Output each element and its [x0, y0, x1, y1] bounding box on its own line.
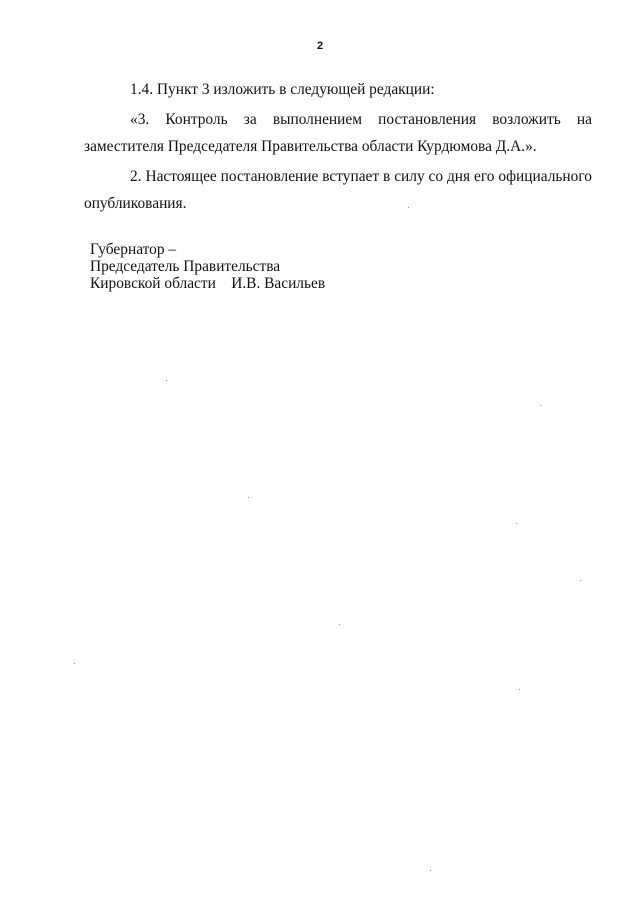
signatory-region: Кировской области [90, 275, 216, 292]
scan-speck [519, 689, 520, 690]
scan-speck [540, 405, 541, 406]
paragraph-amendment-intro: 1.4. Пункт 3 изложить в следующей редакции: [130, 81, 435, 98]
signatory-name: И.В. Васильев [231, 275, 326, 292]
signatory-title-line2: Председатель Правительства [90, 258, 281, 275]
paragraph-effective-date: 2. Настоящее постановление вступает в силу со дня его официального опубликования. [84, 168, 592, 212]
scan-speck [580, 580, 581, 581]
scan-speck [430, 870, 431, 871]
page-number: 2 [316, 40, 324, 52]
paragraph-amendment-text: «3. Контроль за выполнением постановления возложить на заместителя Председателя Правительства области Курдюмова Д.А.». [84, 111, 592, 155]
scan-speck [339, 624, 340, 625]
scan-speck [74, 663, 75, 664]
signatory-region-and-name [90, 275, 325, 292]
document-body [84, 76, 592, 217]
signature-block [90, 241, 325, 292]
scan-speck [516, 523, 517, 524]
scan-speck [166, 380, 167, 381]
scan-speck [408, 207, 409, 208]
signatory-title-line1: Губернатор – [90, 241, 177, 258]
scan-speck [248, 497, 249, 498]
